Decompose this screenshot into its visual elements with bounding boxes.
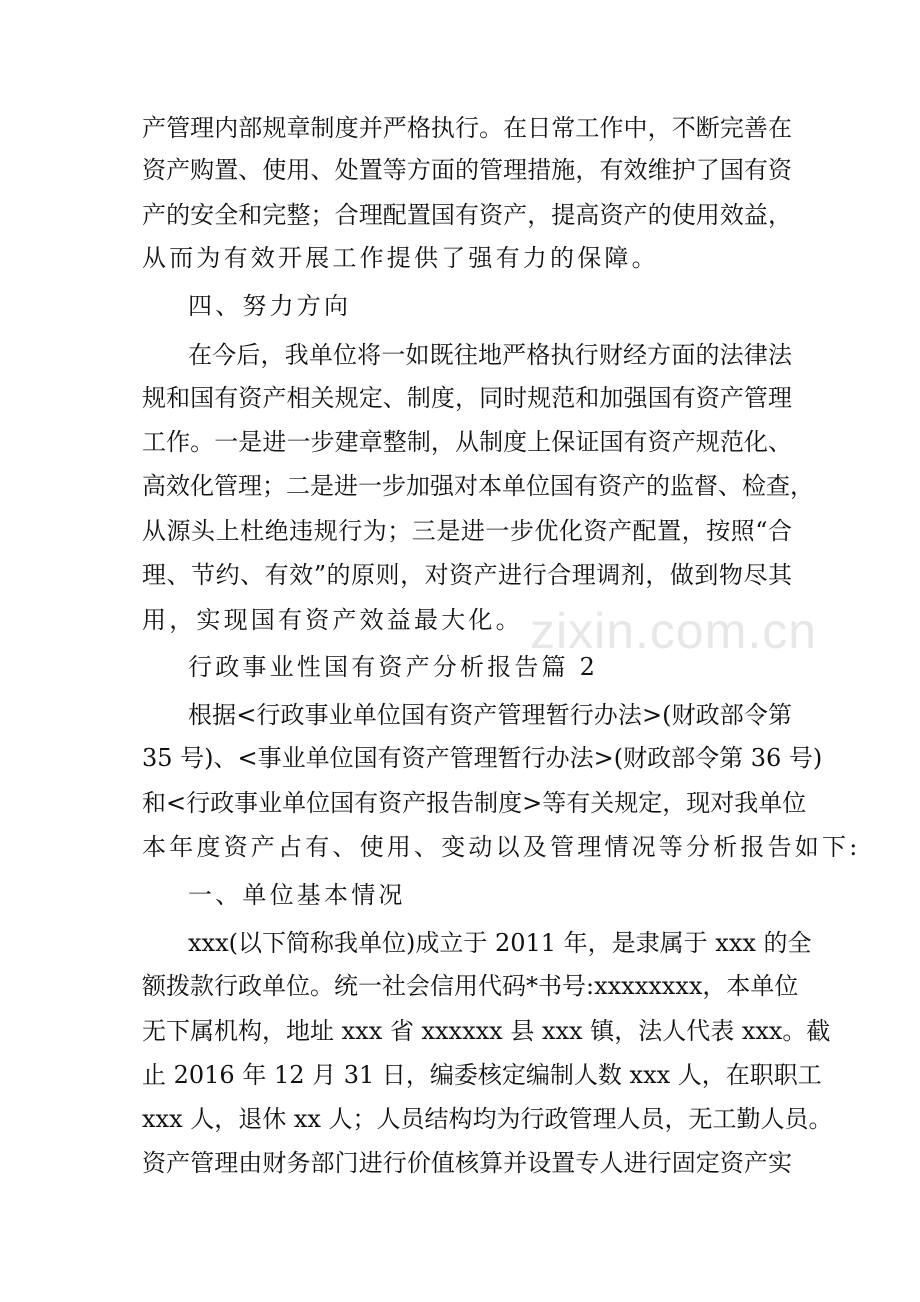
paragraph-line: 理、节约、有效”的原则，对资产进行合理调剂，做到物尽其 — [142, 561, 792, 589]
paragraph-line: 工作。一是进一步建章整制，从制度上保证国有资产规范化、 — [142, 428, 792, 456]
paragraph-line: 从而为有效开展工作提供了强有力的保障。 — [142, 244, 659, 272]
paragraph-line: 本年度资产占有、使用、变动以及管理情况等分析报告如下: — [142, 833, 861, 861]
section-heading: 四、努力方向 — [188, 292, 352, 320]
paragraph-line: 资产购置、使用、处置等方面的管理措施，有效维护了国有资 — [142, 156, 792, 184]
paragraph-line: 从源头上杜绝违规行为；三是进一步优化资产配置，按照“合 — [142, 517, 792, 545]
paragraph-line: 无下属机构，地址 xxx 省 xxxxxx 县 xxx 镇，法人代表 xxx。截 — [142, 1017, 831, 1045]
article-title: 行政事业性国有资产分析报告篇 2 — [188, 653, 599, 681]
paragraph-line: 在今后，我单位将一如既往地严格执行财经方面的法律法 — [188, 341, 792, 369]
paragraph-line: xxx(以下简称我单位)成立于 2011 年，是隶属于 xxx 的全 — [188, 929, 812, 957]
paragraph-line: xxx 人，退休 xx 人；人员结构均为行政管理人员，无工勤人员。 — [142, 1105, 833, 1133]
paragraph-line: 产的安全和完整；合理配置国有资产，提高资产的使用效益， — [142, 201, 792, 229]
section-heading: 一、单位基本情况 — [188, 881, 406, 909]
paragraph-line: 用，实现国有资产效益最大化。 — [142, 606, 523, 634]
paragraph-line: 资产管理由财务部门进行价值核算并设置专人进行固定资产实 — [142, 1149, 792, 1177]
watermark: zixin.com.cn — [530, 603, 818, 659]
paragraph-line: 根据<行政事业单位国有资产管理暂行办法>(财政部令第 — [188, 701, 792, 729]
paragraph-line: 35 号)、<事业单位国有资产管理暂行办法>(财政部令第 36 号) — [142, 744, 823, 772]
paragraph-line: 和<行政事业单位国有资产报告制度>等有关规定，现对我单位 — [142, 789, 807, 817]
paragraph-line: 高效化管理；二是进一步加强对本单位国有资产的监督、检查， — [142, 472, 814, 500]
paragraph-line: 规和国有资产相关规定、制度，同时规范和加强国有资产管理 — [142, 384, 792, 412]
paragraph-line: 额拨款行政单位。统一社会信用代码*书号:xxxxxxxx，本单位 — [142, 972, 799, 1000]
paragraph-line: 止 2016 年 12 月 31 日，编委核定编制人数 xxx 人，在职职工 — [142, 1061, 822, 1089]
paragraph-line: 产管理内部规章制度并严格执行。在日常工作中，不断完善在 — [142, 114, 792, 142]
